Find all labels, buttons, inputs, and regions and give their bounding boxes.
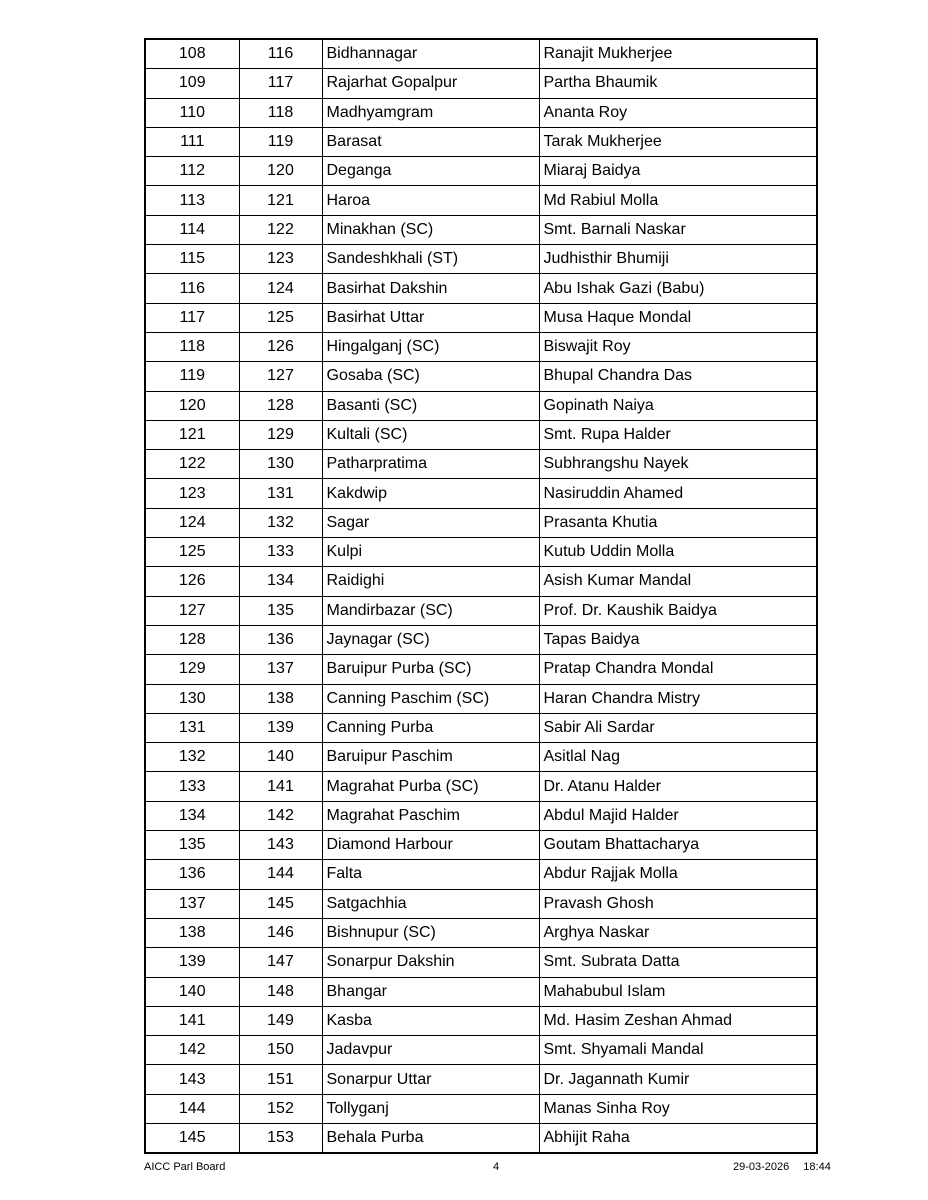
constituency-cell: Haroa xyxy=(322,186,539,215)
constituency-cell: Barasat xyxy=(322,127,539,156)
ac-number-cell: 130 xyxy=(239,450,322,479)
candidate-cell: Mahabubul Islam xyxy=(539,977,817,1006)
table-row xyxy=(145,508,817,537)
serial-number-cell: 138 xyxy=(145,918,239,947)
constituency-cell: Bishnupur (SC) xyxy=(322,918,539,947)
constituency-cell: Minakhan (SC) xyxy=(322,215,539,244)
constituency-cell: Basirhat Uttar xyxy=(322,303,539,332)
candidate-cell: Goutam Bhattacharya xyxy=(539,831,817,860)
serial-number-cell: 123 xyxy=(145,479,239,508)
serial-number-cell: 117 xyxy=(145,303,239,332)
constituency-cell: Kasba xyxy=(322,1006,539,1035)
table-row xyxy=(145,391,817,420)
constituency-cell: Canning Paschim (SC) xyxy=(322,684,539,713)
constituency-cell: Magrahat Paschim xyxy=(322,801,539,830)
constituency-cell: Kulpi xyxy=(322,538,539,567)
constituency-cell: Sonarpur Uttar xyxy=(322,1065,539,1094)
serial-number-cell: 139 xyxy=(145,948,239,977)
footer-date: 29-03-2026 xyxy=(733,1161,790,1173)
constituency-cell: Satgachhia xyxy=(322,889,539,918)
ac-number-cell: 121 xyxy=(239,186,322,215)
serial-number-cell: 115 xyxy=(145,245,239,274)
candidate-cell: Prof. Dr. Kaushik Baidya xyxy=(539,596,817,625)
candidate-list-body xyxy=(145,39,817,1153)
constituency-cell: Raidighi xyxy=(322,567,539,596)
serial-number-cell: 118 xyxy=(145,332,239,361)
constituency-cell: Rajarhat Gopalpur xyxy=(322,69,539,98)
serial-number-cell: 136 xyxy=(145,860,239,889)
table-row xyxy=(145,332,817,361)
table-row xyxy=(145,889,817,918)
ac-number-cell: 136 xyxy=(239,625,322,654)
candidate-cell: Abdul Majid Halder xyxy=(539,801,817,830)
table-row xyxy=(145,450,817,479)
candidate-cell: Abu Ishak Gazi (Babu) xyxy=(539,274,817,303)
constituency-cell: Bidhannagar xyxy=(322,39,539,69)
candidate-cell: Bhupal Chandra Das xyxy=(539,362,817,391)
table-row xyxy=(145,567,817,596)
candidate-cell: Tapas Baidya xyxy=(539,625,817,654)
ac-number-cell: 120 xyxy=(239,157,322,186)
constituency-cell: Baruipur Purba (SC) xyxy=(322,655,539,684)
serial-number-cell: 145 xyxy=(145,1123,239,1153)
ac-number-cell: 125 xyxy=(239,303,322,332)
candidate-cell: Smt. Shyamali Mandal xyxy=(539,1036,817,1065)
serial-number-cell: 142 xyxy=(145,1036,239,1065)
constituency-cell: Canning Purba xyxy=(322,713,539,742)
candidate-cell: Subhrangshu Nayek xyxy=(539,450,817,479)
table-row xyxy=(145,1036,817,1065)
serial-number-cell: 121 xyxy=(145,420,239,449)
constituency-cell: Falta xyxy=(322,860,539,889)
candidate-cell: Dr. Atanu Halder xyxy=(539,772,817,801)
candidate-cell: Smt. Rupa Halder xyxy=(539,420,817,449)
serial-number-cell: 135 xyxy=(145,831,239,860)
ac-number-cell: 124 xyxy=(239,274,322,303)
serial-number-cell: 112 xyxy=(145,157,239,186)
serial-number-cell: 109 xyxy=(145,69,239,98)
footer-board-name: AICC Parl Board xyxy=(144,1161,226,1173)
serial-number-cell: 126 xyxy=(145,567,239,596)
ac-number-cell: 138 xyxy=(239,684,322,713)
table-row xyxy=(145,977,817,1006)
constituency-cell: Magrahat Purba (SC) xyxy=(322,772,539,801)
ac-number-cell: 144 xyxy=(239,860,322,889)
serial-number-cell: 113 xyxy=(145,186,239,215)
candidate-cell: Manas Sinha Roy xyxy=(539,1094,817,1123)
candidate-cell: Haran Chandra Mistry xyxy=(539,684,817,713)
table-row xyxy=(145,684,817,713)
candidate-cell: Biswajit Roy xyxy=(539,332,817,361)
ac-number-cell: 146 xyxy=(239,918,322,947)
table-row xyxy=(145,479,817,508)
table-row xyxy=(145,713,817,742)
table-row xyxy=(145,39,817,69)
candidate-cell: Abhijit Raha xyxy=(539,1123,817,1153)
serial-number-cell: 130 xyxy=(145,684,239,713)
candidate-cell: Md. Hasim Zeshan Ahmad xyxy=(539,1006,817,1035)
constituency-cell: Jadavpur xyxy=(322,1036,539,1065)
ac-number-cell: 153 xyxy=(239,1123,322,1153)
ac-number-cell: 123 xyxy=(239,245,322,274)
ac-number-cell: 128 xyxy=(239,391,322,420)
ac-number-cell: 140 xyxy=(239,743,322,772)
candidate-cell: Arghya Naskar xyxy=(539,918,817,947)
serial-number-cell: 108 xyxy=(145,39,239,69)
table-row xyxy=(145,127,817,156)
ac-number-cell: 127 xyxy=(239,362,322,391)
constituency-cell: Mandirbazar (SC) xyxy=(322,596,539,625)
ac-number-cell: 133 xyxy=(239,538,322,567)
serial-number-cell: 114 xyxy=(145,215,239,244)
constituency-cell: Tollyganj xyxy=(322,1094,539,1123)
constituency-cell: Sandeshkhali (ST) xyxy=(322,245,539,274)
serial-number-cell: 133 xyxy=(145,772,239,801)
serial-number-cell: 140 xyxy=(145,977,239,1006)
candidate-cell: Asish Kumar Mandal xyxy=(539,567,817,596)
serial-number-cell: 128 xyxy=(145,625,239,654)
ac-number-cell: 137 xyxy=(239,655,322,684)
table-row xyxy=(145,69,817,98)
table-row xyxy=(145,98,817,127)
serial-number-cell: 141 xyxy=(145,1006,239,1035)
ac-number-cell: 148 xyxy=(239,977,322,1006)
constituency-cell: Baruipur Paschim xyxy=(322,743,539,772)
table-row xyxy=(145,274,817,303)
candidate-cell: Smt. Barnali Naskar xyxy=(539,215,817,244)
ac-number-cell: 131 xyxy=(239,479,322,508)
ac-number-cell: 117 xyxy=(239,69,322,98)
ac-number-cell: 122 xyxy=(239,215,322,244)
footer-timestamp xyxy=(733,1160,831,1174)
candidate-cell: Pratap Chandra Mondal xyxy=(539,655,817,684)
constituency-cell: Sonarpur Dakshin xyxy=(322,948,539,977)
table-row xyxy=(145,245,817,274)
candidate-cell: Kutub Uddin Molla xyxy=(539,538,817,567)
table-row xyxy=(145,655,817,684)
candidate-cell: Dr. Jagannath Kumir xyxy=(539,1065,817,1094)
serial-number-cell: 122 xyxy=(145,450,239,479)
ac-number-cell: 150 xyxy=(239,1036,322,1065)
table-row xyxy=(145,743,817,772)
candidate-cell: Partha Bhaumik xyxy=(539,69,817,98)
ac-number-cell: 149 xyxy=(239,1006,322,1035)
constituency-cell: Hingalganj (SC) xyxy=(322,332,539,361)
candidate-list-table xyxy=(144,38,818,1154)
candidate-cell: Md Rabiul Molla xyxy=(539,186,817,215)
ac-number-cell: 152 xyxy=(239,1094,322,1123)
serial-number-cell: 143 xyxy=(145,1065,239,1094)
constituency-cell: Sagar xyxy=(322,508,539,537)
candidate-cell: Miaraj Baidya xyxy=(539,157,817,186)
ac-number-cell: 147 xyxy=(239,948,322,977)
constituency-cell: Kakdwip xyxy=(322,479,539,508)
ac-number-cell: 145 xyxy=(239,889,322,918)
table-row xyxy=(145,596,817,625)
ac-number-cell: 129 xyxy=(239,420,322,449)
candidate-cell: Pravash Ghosh xyxy=(539,889,817,918)
ac-number-cell: 139 xyxy=(239,713,322,742)
serial-number-cell: 110 xyxy=(145,98,239,127)
table-row xyxy=(145,1006,817,1035)
candidate-cell: Nasiruddin Ahamed xyxy=(539,479,817,508)
table-row xyxy=(145,860,817,889)
candidate-cell: Tarak Mukherjee xyxy=(539,127,817,156)
serial-number-cell: 132 xyxy=(145,743,239,772)
ac-number-cell: 126 xyxy=(239,332,322,361)
table-row xyxy=(145,538,817,567)
footer-time: 18:44 xyxy=(803,1161,831,1173)
table-row xyxy=(145,215,817,244)
candidate-cell: Abdur Rajjak Molla xyxy=(539,860,817,889)
constituency-cell: Basanti (SC) xyxy=(322,391,539,420)
table-row xyxy=(145,918,817,947)
serial-number-cell: 129 xyxy=(145,655,239,684)
candidate-cell: Sabir Ali Sardar xyxy=(539,713,817,742)
table-row xyxy=(145,1123,817,1153)
constituency-cell: Kultali (SC) xyxy=(322,420,539,449)
ac-number-cell: 135 xyxy=(239,596,322,625)
ac-number-cell: 118 xyxy=(239,98,322,127)
table-row xyxy=(145,772,817,801)
ac-number-cell: 143 xyxy=(239,831,322,860)
serial-number-cell: 144 xyxy=(145,1094,239,1123)
constituency-cell: Behala Purba xyxy=(322,1123,539,1153)
serial-number-cell: 127 xyxy=(145,596,239,625)
candidate-cell: Musa Haque Mondal xyxy=(539,303,817,332)
constituency-cell: Jaynagar (SC) xyxy=(322,625,539,654)
serial-number-cell: 137 xyxy=(145,889,239,918)
constituency-cell: Diamond Harbour xyxy=(322,831,539,860)
constituency-cell: Gosaba (SC) xyxy=(322,362,539,391)
candidate-cell: Gopinath Naiya xyxy=(539,391,817,420)
ac-number-cell: 142 xyxy=(239,801,322,830)
serial-number-cell: 116 xyxy=(145,274,239,303)
candidate-cell: Judhisthir Bhumiji xyxy=(539,245,817,274)
table-row xyxy=(145,801,817,830)
table-row xyxy=(145,420,817,449)
table-row xyxy=(145,1094,817,1123)
serial-number-cell: 125 xyxy=(145,538,239,567)
serial-number-cell: 131 xyxy=(145,713,239,742)
table-row xyxy=(145,1065,817,1094)
table-row xyxy=(145,303,817,332)
ac-number-cell: 116 xyxy=(239,39,322,69)
ac-number-cell: 132 xyxy=(239,508,322,537)
candidate-cell: Ranajit Mukherjee xyxy=(539,39,817,69)
table-row xyxy=(145,625,817,654)
constituency-cell: Basirhat Dakshin xyxy=(322,274,539,303)
ac-number-cell: 151 xyxy=(239,1065,322,1094)
table-row xyxy=(145,948,817,977)
constituency-cell: Madhyamgram xyxy=(322,98,539,127)
ac-number-cell: 134 xyxy=(239,567,322,596)
table-row xyxy=(145,157,817,186)
serial-number-cell: 124 xyxy=(145,508,239,537)
serial-number-cell: 119 xyxy=(145,362,239,391)
candidate-cell: Prasanta Khutia xyxy=(539,508,817,537)
ac-number-cell: 141 xyxy=(239,772,322,801)
serial-number-cell: 120 xyxy=(145,391,239,420)
serial-number-cell: 134 xyxy=(145,801,239,830)
footer-page-number: 4 xyxy=(493,1161,500,1173)
table-row xyxy=(145,831,817,860)
constituency-cell: Bhangar xyxy=(322,977,539,1006)
candidate-cell: Ananta Roy xyxy=(539,98,817,127)
table-row xyxy=(145,362,817,391)
constituency-cell: Deganga xyxy=(322,157,539,186)
table-row xyxy=(145,186,817,215)
constituency-cell: Patharpratima xyxy=(322,450,539,479)
candidate-cell: Smt. Subrata Datta xyxy=(539,948,817,977)
serial-number-cell: 111 xyxy=(145,127,239,156)
candidate-cell: Asitlal Nag xyxy=(539,743,817,772)
ac-number-cell: 119 xyxy=(239,127,322,156)
